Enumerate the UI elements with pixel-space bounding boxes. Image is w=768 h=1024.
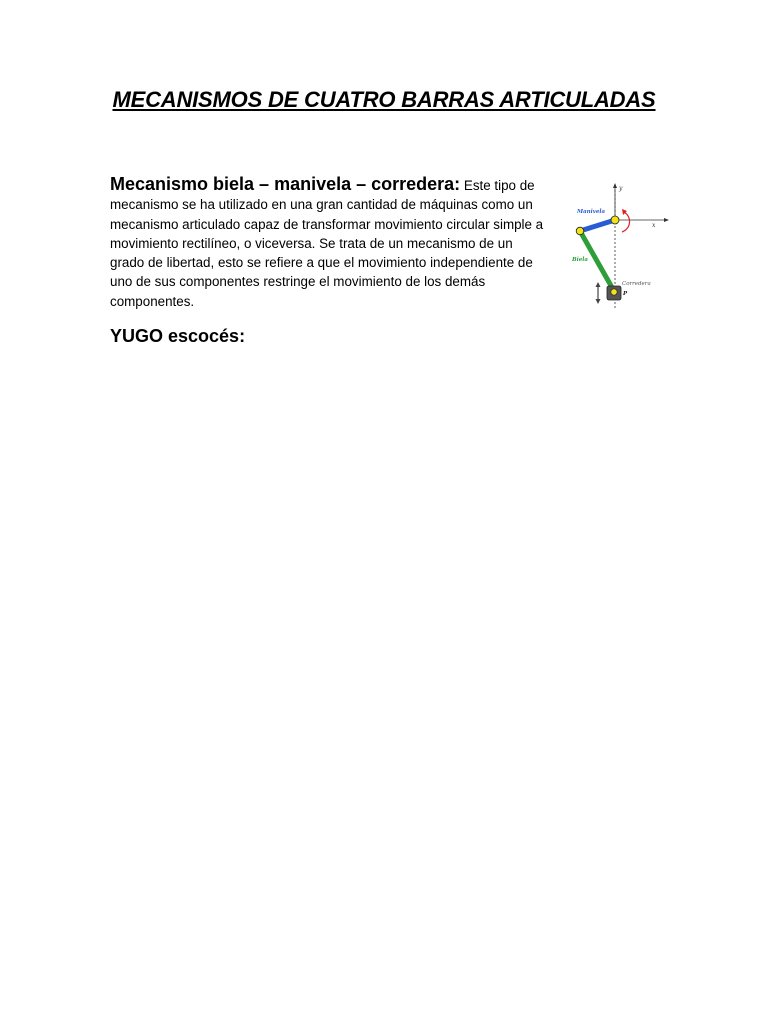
document-title: MECANISMOS DE CUATRO BARRAS ARTICULADAS [112, 87, 656, 112]
y-axis-label: y [619, 185, 623, 192]
x-axis-arrowhead [664, 218, 669, 222]
slider-label: Corredera [622, 281, 651, 287]
rotation-arrow [622, 212, 630, 232]
crank-label: Manivela [577, 209, 606, 215]
crank-pivot-joint [611, 216, 619, 224]
section-paragraph [110, 175, 550, 311]
crank-rod-joint [576, 227, 584, 235]
slider-motion-arrowhead-down [596, 299, 601, 304]
point-label: P [623, 291, 628, 297]
section-body-text: Este tipo de mecanismo se ha utilizado en una gran cantidad de máquinas como un mecanismo articulado capaz de transformar movimiento circular simple a movimiento rectilíneo, o viceversa. Se trata de un mecanismo de un grado de libertad, esto se refiere a que el movimiento independiente de uno de sus componentes restringe el movimiento de los demás componentes. [110, 178, 544, 309]
slider-crank-diagram [560, 180, 672, 313]
slider-joint [611, 289, 617, 295]
rod-label: Biela [572, 257, 588, 263]
x-axis-label: x [652, 222, 656, 229]
crank [580, 220, 615, 231]
section-heading: YUGO escocés: [110, 326, 246, 346]
section-heading-inline: Mecanismo biela – manivela – corredera: [110, 174, 461, 194]
slider-motion-arrowhead-up [596, 282, 601, 287]
y-axis-arrowhead [613, 183, 617, 188]
